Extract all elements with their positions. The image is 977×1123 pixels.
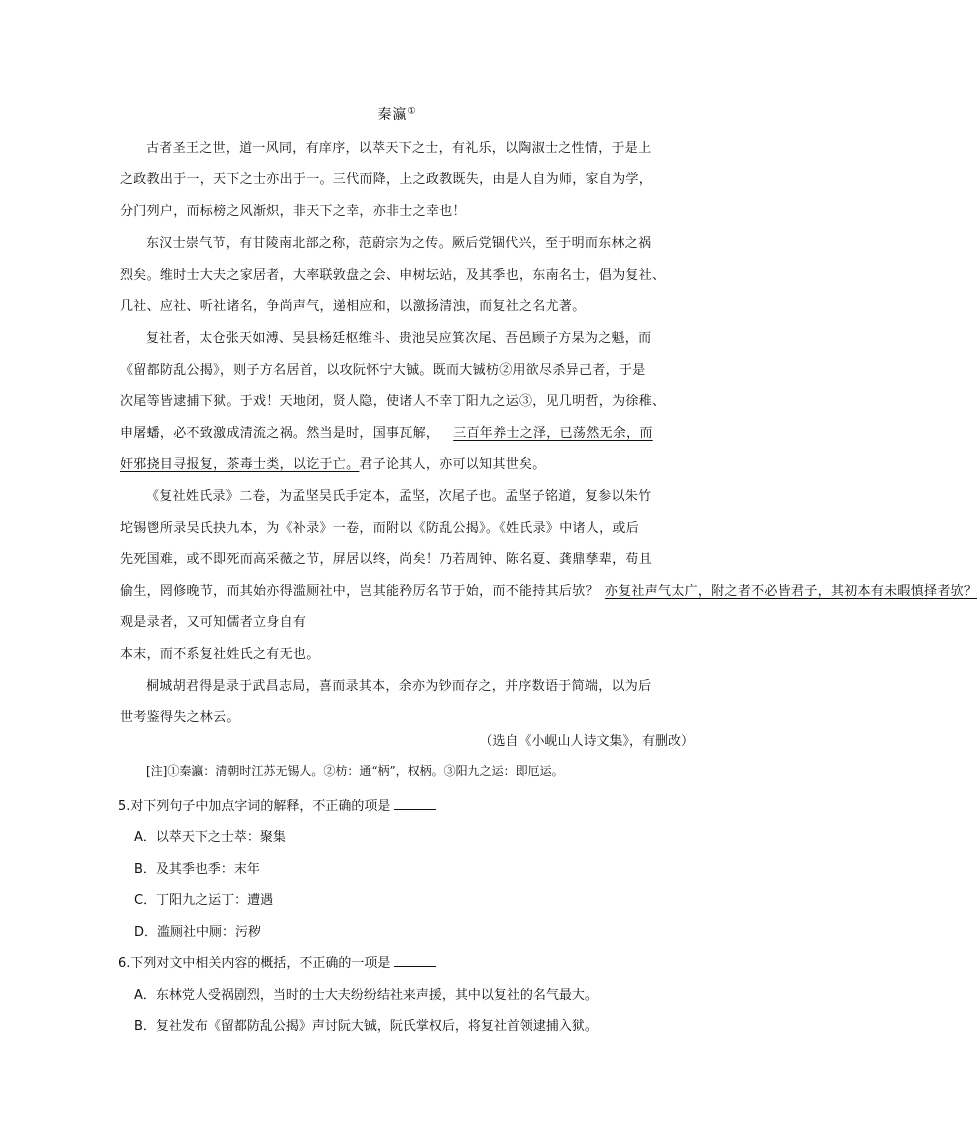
- option-b[interactable]: B．复社发布《留都防乱公揭》声讨阮大铖，阮氏掌权后，将复社首领逮捕入狱。: [134, 1019, 598, 1034]
- line-text: 偷生，罔修晚节，而其始亦得滥厕社中，岂其能矜厉名节于始，而不能持其后欤？: [120, 584, 599, 599]
- paragraph-line: 古者圣王之世，道一风同，有庠序，以萃天下之士，有礼乐，以陶淑士之性情，于是上: [146, 141, 652, 156]
- paragraph-line: 世考鉴得失之林云。: [120, 710, 240, 725]
- option-c[interactable]: C．丁阳九之运丁：遭遇: [134, 893, 274, 908]
- option-a[interactable]: A．以萃天下之士萃：聚集: [134, 830, 286, 845]
- option-b[interactable]: B．及其季也季：末年: [134, 862, 260, 877]
- underlined-sentence: 三百年养士之泽，已荡然无余，而: [453, 426, 653, 441]
- paragraph-line: [120, 611, 676, 630]
- title-text: 秦瀛: [377, 107, 408, 123]
- line-text: 申屠蟠，必不致激成清流之祸。然当是时，国事瓦解，: [120, 426, 440, 441]
- line-text: 观是录者，又可知儒者立身自有: [120, 615, 307, 630]
- paragraph-line: 先死国难，或不即死而高采薇之节，屏居以终，尚矣！乃若周钟、陈名夏、龚鼎孳辈，苟且: [120, 552, 653, 567]
- paragraph-line: 分门列户，而标榜之风渐炽，非天下之幸，亦非士之幸也！: [120, 204, 466, 219]
- underlined-sentence: 亦复社声气太广，附之者不必皆君子，其初本有未暇慎择者欤？: [604, 584, 977, 599]
- paragraph-line: 几社、应社、听社诸名，争尚声气，递相应和，以激扬清浊，而复社之名尤著。: [120, 299, 586, 314]
- paragraph-line: 《复社姓氏录》二卷，为孟坚吴氏手定本，孟坚，次尾子也。孟坚子铭道，复参以朱竹: [146, 489, 652, 504]
- paragraph-line: 东汉士崇气节，有甘陵南北部之称，范蔚宗为之传。厥后党锢代兴，至于明而东林之祸: [146, 236, 652, 251]
- option-a[interactable]: A．东林党人受祸剧烈，当时的士大夫纷纷结社来声援，其中以复社的名气最大。: [134, 988, 598, 1003]
- paragraph-line: 桐城胡君得是录于武昌志局，喜而录其本，余亦为钞而存之，并序数语于简端，以为后: [146, 679, 652, 694]
- paragraph-line: 烈矣。维时士大夫之家居者，大率联敦盘之会、申树坛站，及其季也，东南名士，倡为复社、: [120, 268, 666, 283]
- paragraph-line: [120, 453, 676, 472]
- paragraph-line: 本末，而不系复社姓氏之有无也。: [120, 647, 320, 662]
- question-6: [118, 952, 436, 971]
- underlined-sentence: 奸邪挠目寻报复，茶毒士类，以讫于亡。: [120, 457, 360, 472]
- line-text: 君子论其人，亦可以知其世矣。: [359, 457, 546, 472]
- paragraph-line: 坨锡鬯所录吴氏抉九本，为《补录》一卷，而附以《防乱公揭》。《姓氏录》中诸人，或后: [120, 521, 640, 536]
- paragraph-line: 之政教出于一，天下之士亦出于一。三代而降，上之政教既失，由是人自为师，家自为学，: [120, 172, 653, 187]
- option-d[interactable]: D．滥厕社中厕：污秽: [134, 925, 262, 940]
- answer-blank[interactable]: [394, 954, 436, 967]
- question-5: [118, 795, 436, 814]
- paragraph-line: 复社者，太仓张天如溥、吴县杨廷枢维斗、贵池吴应箕次尾、吾邑顾子方杲为之魁，而: [146, 331, 652, 346]
- question-stem: 6.下列对文中相关内容的概括，不正确的一项是: [118, 956, 391, 971]
- question-stem: 5.对下列句子中加点字词的解释，不正确的项是: [118, 799, 391, 814]
- paragraph-line: 《留都防乱公揭》，则子方名居首，以攻阮怀宁大铖。既而大铖枋②用欲尽杀异己者，于是: [120, 363, 646, 378]
- paragraph-line: 次尾等皆逮捕下狱。于戏！天地闭，贤人隐，使诸人不幸丁阳九之运③，见几明哲，为徐稚、: [120, 394, 666, 409]
- essay-title: [0, 104, 794, 124]
- paragraph-line: [120, 422, 676, 441]
- title-footnote-mark: ①: [407, 106, 417, 117]
- answer-blank[interactable]: [394, 797, 436, 810]
- paragraph-line: [120, 580, 977, 599]
- source-citation: （选自《小岘山人诗文集》，有删改）: [479, 734, 694, 749]
- footnotes: [注]①秦瀛：清朝时江苏无锡人。②枋：通“柄”，权柄。③阳九之运：即厄运。: [146, 764, 564, 778]
